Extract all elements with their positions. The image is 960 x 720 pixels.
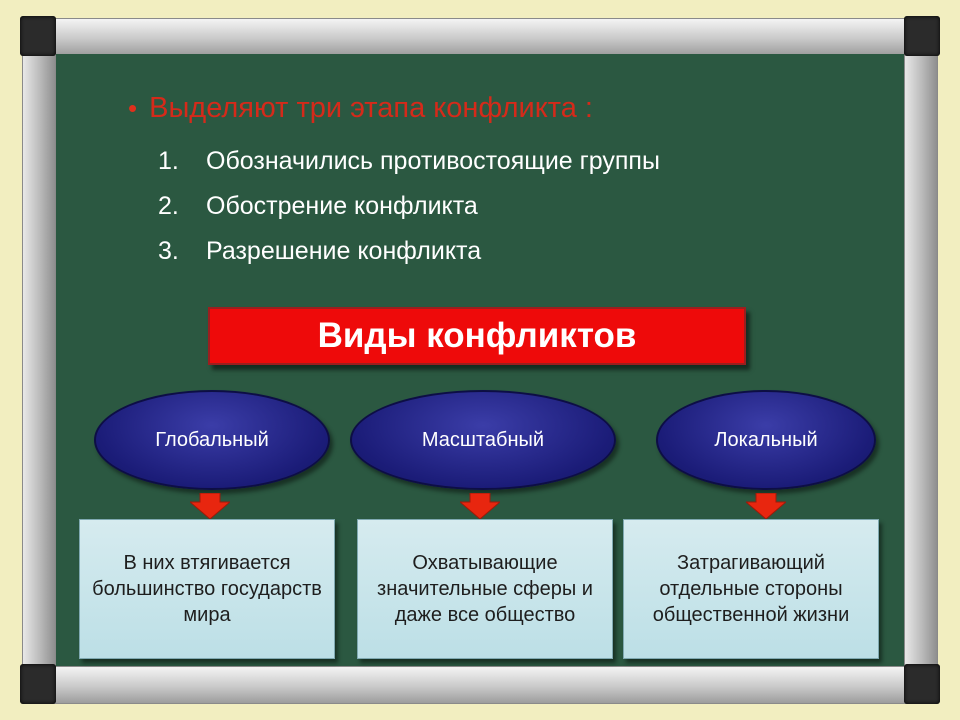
- type-description-scale: Охватывающие значительные сферы и даже все общество: [357, 519, 613, 659]
- type-description-global: В них втягивается большинство государств мира: [79, 519, 335, 659]
- conflict-types-title: Виды конфликтов: [208, 307, 746, 365]
- down-arrow-icon: [190, 493, 230, 519]
- stage-item: [158, 234, 660, 279]
- frame-corner-bottom-left: [20, 664, 56, 704]
- stages-heading: [128, 92, 593, 125]
- frame-corner-top-left: [20, 16, 56, 56]
- frame-corner-top-right: [904, 16, 940, 56]
- stage-text: Обозначились противостоящие группы: [206, 147, 660, 175]
- board-frame-top: [24, 18, 936, 56]
- board-frame-bottom: [24, 666, 936, 704]
- stage-text: Разрешение конфликта: [206, 237, 482, 265]
- board-frame-right: [904, 40, 938, 680]
- stages-list: [158, 144, 660, 279]
- stage-number: 1.: [158, 147, 179, 175]
- stage-item: [158, 189, 660, 234]
- down-arrow-icon: [746, 493, 786, 519]
- stages-heading-text: Выделяют три этапа конфликта :: [149, 92, 593, 124]
- type-oval-local: Локальный: [656, 390, 876, 490]
- type-oval-scale: Масштабный: [350, 390, 616, 490]
- stage-text: Обострение конфликта: [206, 192, 478, 220]
- stage-number: 3.: [158, 237, 179, 265]
- board-frame-left: [22, 40, 56, 680]
- down-arrow-icon: [460, 493, 500, 519]
- frame-corner-bottom-right: [904, 664, 940, 704]
- type-description-local: Затрагивающий отдельные стороны общественной жизни: [623, 519, 879, 659]
- bullet-icon: •: [128, 93, 138, 123]
- stage-item: [158, 144, 660, 189]
- stage-number: 2.: [158, 192, 179, 220]
- type-oval-global: Глобальный: [94, 390, 330, 490]
